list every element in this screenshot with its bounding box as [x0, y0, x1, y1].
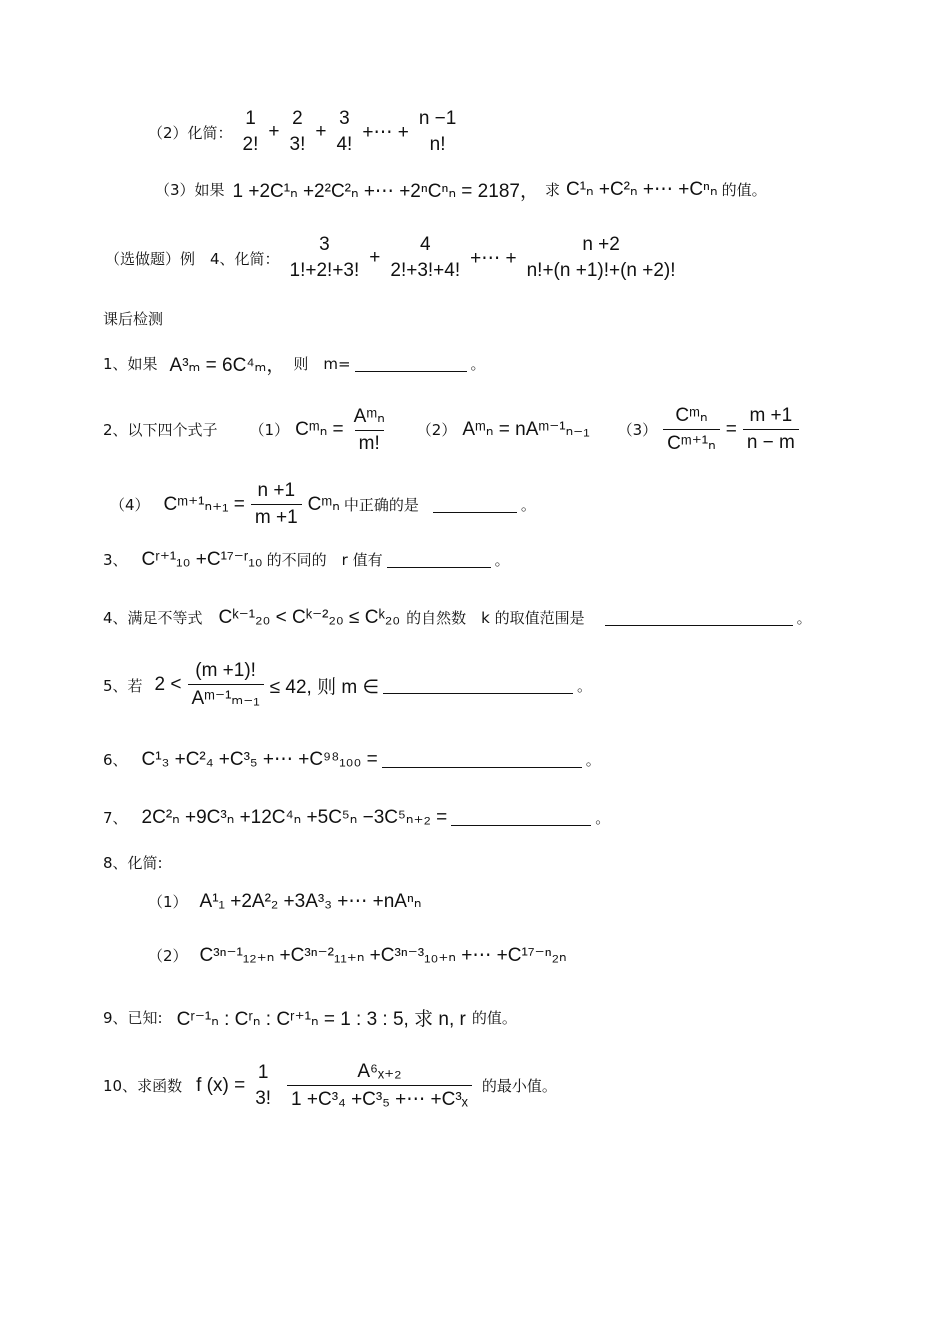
question-1-expression: A³ₘ = 6C⁴ₘ， — [169, 355, 286, 376]
question-4-text: 的自然数 k 的取值范围是 — [406, 609, 585, 627]
fraction: 3 1!+2!+3! — [289, 234, 360, 281]
question-4-expression: Cᵏ⁻¹₂₀ < Cᵏ⁻²₂₀ ≤ Cᵏ₂₀ — [218, 607, 401, 628]
item-4-text: 中正确的是 — [343, 496, 419, 514]
problem-3-tail: 的值。 — [721, 181, 767, 199]
fraction: $\frac{\text{A⁶ₓ₊₂}}{\text{1 +C³₄ +C³₅ +⋯ +C³ₓ}}$ — [287, 1060, 472, 1111]
problem-2-label: （2）化简： — [148, 123, 233, 142]
item-4-label: （4） — [110, 496, 150, 514]
question-8-part-1 — [148, 890, 421, 913]
fraction: 1 2! — [242, 108, 259, 155]
fraction: $\frac{\text{Cᵐₙ}}{\text{Cᵐ⁺¹ₙ}}$ — [663, 404, 720, 455]
question-7-expression: 2C²ₙ +9C³ₙ +12C⁴ₙ +5C⁵ₙ −3C⁵ₙ₊₂ = — [141, 807, 448, 828]
question-2-number: 2、以下四个式子 — [103, 421, 218, 439]
question-6 — [103, 748, 601, 771]
problem-4-label: （选做题）例 4、化简： — [105, 249, 280, 268]
item-4-tail: 。 — [520, 496, 536, 514]
answer-blank[interactable] — [605, 609, 793, 626]
fraction: $\frac{n +1}{m +1}$ — [251, 480, 302, 529]
answer-blank[interactable] — [383, 677, 573, 694]
answer-blank[interactable] — [451, 809, 591, 826]
question-5-number: 5、若 — [103, 676, 143, 695]
question-7-tail: 。 — [595, 809, 611, 827]
fraction: 1 3! — [255, 1061, 272, 1109]
question-1 — [103, 350, 486, 377]
question-8-number: 8、化简: — [103, 854, 163, 872]
question-2: 2、以下四个式子 （1） Cᵐₙ = $\frac{\text{Aᵐₙ}}{m!}$ （2） Aᵐₙ = nAᵐ⁻¹ₙ₋₁ （3） $\frac{\text{Cᵐₙ}}{\text{Cᵐ⁺¹ₙ}}$ = $\frac{m +1}{n - m}$ — [103, 404, 805, 455]
question-5 — [103, 660, 592, 710]
question-3-tail: 。 — [494, 551, 510, 569]
question-6-tail: 。 — [585, 751, 601, 769]
fraction: 4 2!+3!+4! — [390, 234, 461, 281]
item-1-label: （1） — [249, 421, 290, 439]
question-1-number: 1、如果 — [103, 355, 158, 373]
question-1-tail: 。 — [470, 355, 486, 373]
item-3-label: （3） — [617, 421, 658, 439]
question-10 — [103, 1060, 557, 1111]
section-title: 课后检测 — [103, 310, 164, 328]
fraction: $\frac{\text{Aᵐₙ}}{m!}$ — [353, 405, 385, 454]
question-10-left: f (x) = — [196, 1074, 246, 1096]
question-2-item-4 — [110, 480, 536, 529]
part-2-label: （2） — [148, 947, 188, 965]
problem-3-ask: 求 — [544, 181, 560, 199]
question-9-expression: Cʳ⁻¹ₙ : Cʳₙ : Cʳ⁺¹ₙ = 1 : 3 : 5, 求 n, r — [176, 1009, 466, 1030]
question-4-number: 4、满足不等式 — [103, 609, 203, 627]
answer-blank[interactable] — [355, 355, 467, 372]
answer-blank[interactable] — [387, 551, 491, 568]
problem-3-label: （3）如果 — [155, 181, 225, 199]
fraction: n −1 n! — [418, 108, 457, 155]
problem-2: （2）化简： 1 2! + 2 3! + 3 4! +⋯ + n −1 n! — [148, 108, 466, 156]
question-8-part-2 — [148, 944, 567, 967]
question-5-tail: 。 — [577, 676, 593, 695]
problem-3-equation: 1 +2C¹ₙ +2²C²ₙ +⋯ +2ⁿCⁿₙ = 2187， — [232, 181, 539, 202]
question-3-text: 的不同的 r 值有 — [266, 551, 383, 569]
question-9 — [103, 1004, 517, 1031]
question-3-expression: Cʳ⁺¹₁₀ +C¹⁷⁻ʳ₁₀ — [141, 549, 263, 570]
question-6-expression: C¹₃ +C²₄ +C³₅ +⋯ +C⁹⁸₁₀₀ = — [141, 749, 378, 770]
question-10-tail: 的最小值。 — [481, 1077, 557, 1095]
question-1-text: 则 m= — [293, 355, 351, 373]
question-3 — [103, 548, 510, 571]
fraction: $\frac{(m +1)!}{\text{Aᵐ⁻¹ₘ₋₁}}$ — [188, 660, 264, 710]
fraction: $\frac{m +1}{n - m}$ — [743, 405, 799, 454]
answer-blank[interactable] — [433, 496, 517, 513]
question-4 — [103, 606, 812, 629]
question-3-number: 3、 — [103, 551, 128, 569]
part-1-expression: A¹₁ +2A²₂ +3A³₃ +⋯ +nAⁿₙ — [199, 891, 422, 912]
item-4-right: Cᵐₙ — [307, 494, 340, 515]
question-6-number: 6、 — [103, 751, 128, 769]
question-9-number: 9、已知: — [103, 1009, 163, 1027]
part-1-label: （1） — [148, 893, 188, 911]
item-4-left: Cᵐ⁺¹ₙ₊₁ = — [163, 494, 245, 515]
fraction: 2 3! — [289, 108, 306, 155]
item-2-label: （2） — [416, 421, 457, 439]
question-9-tail: 的值。 — [471, 1009, 517, 1027]
question-5-right: ≤ 42, 则 m ∈ — [269, 676, 380, 698]
answer-blank[interactable] — [382, 751, 582, 768]
item-1-left: Cᵐₙ = — [295, 419, 344, 440]
question-7-number: 7、 — [103, 809, 128, 827]
fraction: 3 4! — [336, 108, 353, 155]
problem-3 — [155, 176, 767, 203]
question-5-left: 2 < — [154, 674, 182, 695]
item-2-expression: Aᵐₙ = nAᵐ⁻¹ₙ₋₁ — [462, 419, 590, 440]
question-4-tail: 。 — [796, 609, 812, 627]
problem-4: （选做题）例 4、化简： 3 1!+2!+3! + 4 2!+3!+4! +⋯ + n +2 n!+(n +1)!+(n +2)! — [105, 234, 686, 282]
fraction: n +2 n!+(n +1)!+(n +2)! — [526, 234, 676, 281]
question-10-number: 10、求函数 — [103, 1077, 183, 1095]
problem-3-expression: C¹ₙ +C²ₙ +⋯ +Cⁿₙ — [565, 179, 718, 200]
part-2-expression: C³ⁿ⁻¹₁₂₊ₙ +C³ⁿ⁻²₁₁₊ₙ +C³ⁿ⁻³₁₀₊ₙ +⋯ +C¹⁷⁻ⁿ₂ₙ — [199, 945, 567, 966]
question-7 — [103, 806, 610, 829]
